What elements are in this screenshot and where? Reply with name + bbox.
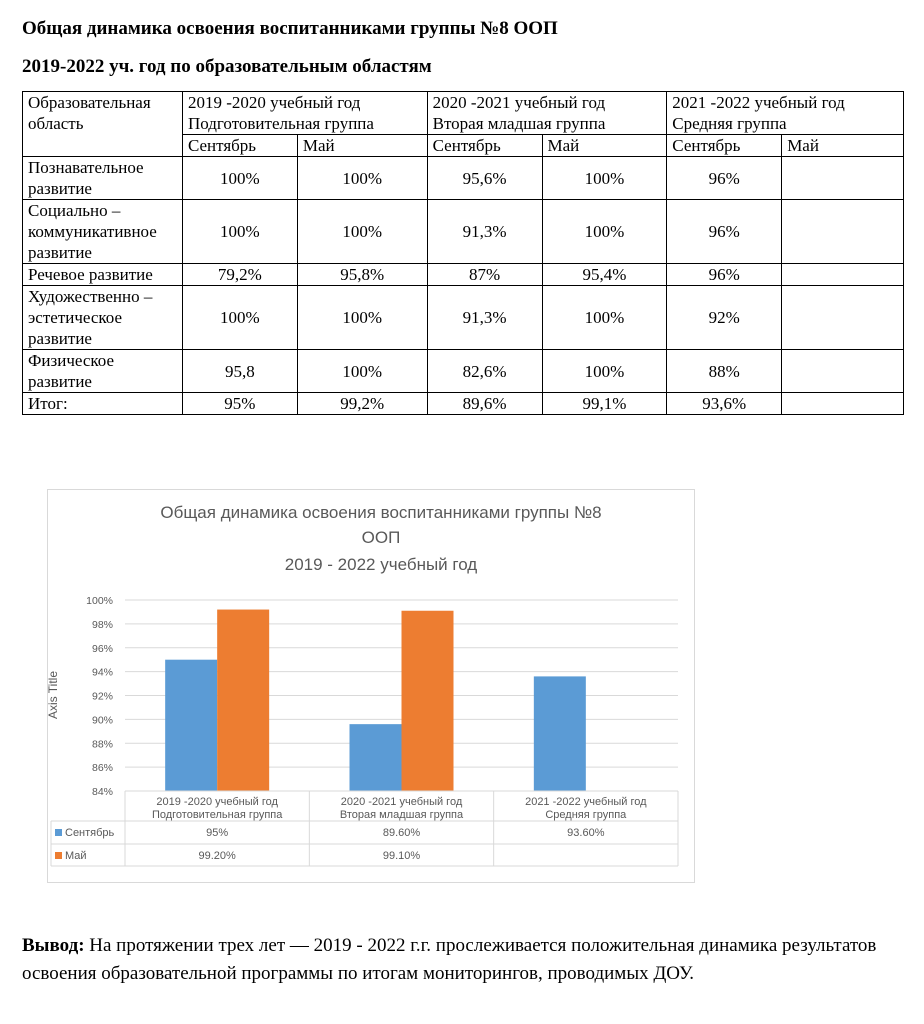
document-title: Общая динамика освоения воспитанниками группы №8 ООП — [22, 18, 558, 39]
sub-may-2: Май — [542, 135, 667, 157]
table-cell — [782, 393, 904, 415]
table-cell: 96% — [667, 157, 782, 200]
table-cell: 88% — [667, 350, 782, 393]
header-year-1: 2019 -2020 учебный год Подготовительная группа — [182, 92, 427, 135]
table-cell: 100% — [297, 157, 427, 200]
table-cell: 99,2% — [297, 393, 427, 415]
table-cell: 100% — [297, 350, 427, 393]
table-cell — [782, 264, 904, 286]
table-cell: 92% — [667, 286, 782, 350]
table-cell: 95,6% — [427, 157, 542, 200]
chart-title-line: ООП — [361, 528, 401, 547]
row-area-label: Художественно – эстетическое развитие — [23, 286, 183, 350]
legend-label: Май — [65, 850, 87, 862]
table-cell: 95,8 — [182, 350, 297, 393]
table-cell: 79,2% — [182, 264, 297, 286]
y-tick-label: 84% — [91, 786, 113, 798]
table-row — [23, 264, 904, 286]
table-cell: 99,1% — [542, 393, 667, 415]
table-cell: 100% — [542, 157, 667, 200]
table-cell: 100% — [297, 200, 427, 264]
table-cell: 91,3% — [427, 286, 542, 350]
bar-september — [350, 724, 402, 791]
sub-sep-2: Сентябрь — [427, 135, 542, 157]
data-label: 99.10% — [382, 850, 421, 862]
document-subtitle: 2019-2022 уч. год по образовательным областям — [22, 56, 432, 77]
y-tick-label: 86% — [91, 762, 113, 775]
row-area-label: Физическое развитие — [23, 350, 183, 393]
category-label-year: 2019 -2020 учебный год — [156, 796, 278, 808]
conclusion-label: Вывод: — [22, 935, 85, 956]
sub-sep-3: Сентябрь — [667, 135, 782, 157]
legend-key-may — [55, 852, 62, 859]
table-cell: 89,6% — [427, 393, 542, 415]
row-area-label: Речевое развитие — [23, 264, 183, 286]
data-label: 95% — [206, 827, 229, 839]
row-area-label: Познавательное развитие — [23, 157, 183, 200]
y-axis-title: Axis Title — [46, 670, 60, 720]
legend-label: Сентябрь — [65, 827, 115, 839]
y-tick-label: 98% — [91, 618, 113, 631]
data-label: 93.60% — [567, 827, 605, 839]
y-tick-label: 96% — [91, 642, 113, 655]
table-cell: 93,6% — [667, 393, 782, 415]
table-header-row — [23, 92, 904, 135]
row-area-label: Итог: — [23, 393, 183, 415]
y-tick-label: 92% — [91, 690, 113, 703]
header-year-3: 2021 -2022 учебный год Средняя группа — [667, 92, 904, 135]
table-cell: 87% — [427, 264, 542, 286]
table-cell: 91,3% — [427, 200, 542, 264]
table-cell: 96% — [667, 264, 782, 286]
table-cell: 95,8% — [297, 264, 427, 286]
results-chart — [47, 489, 695, 883]
y-tick-label: 88% — [91, 738, 113, 751]
chart-title-line: Общая динамика освоения воспитанниками группы №8 — [160, 503, 602, 522]
sub-may-1: Май — [297, 135, 427, 157]
data-label: 89.60% — [382, 827, 421, 839]
table-cell: 100% — [182, 157, 297, 200]
table-cell — [782, 157, 904, 200]
table-cell — [782, 286, 904, 350]
category-label-group: Вторая младшая группа — [339, 809, 464, 821]
table-row — [23, 200, 904, 264]
table-cell: 82,6% — [427, 350, 542, 393]
table-cell: 100% — [182, 286, 297, 350]
table-cell — [782, 350, 904, 393]
table-cell: 100% — [297, 286, 427, 350]
bar-september — [534, 676, 586, 791]
category-label-year: 2021 -2022 учебный год — [525, 796, 647, 808]
y-tick-label: 94% — [91, 666, 113, 679]
results-table — [22, 91, 904, 415]
sub-may-3: Май — [782, 135, 904, 157]
y-tick-label: 100% — [86, 595, 113, 607]
conclusion-paragraph — [22, 932, 902, 988]
header-area: Образовательная область — [23, 92, 183, 157]
table-cell: 100% — [542, 200, 667, 264]
table-cell: 100% — [542, 286, 667, 350]
header-year-2: 2020 -2021 учебный год Вторая младшая группа — [427, 92, 667, 135]
table-row — [23, 350, 904, 393]
table-row — [23, 157, 904, 200]
data-label: 99.20% — [198, 850, 236, 862]
row-area-label: Социально – коммуникативное развитие — [23, 200, 183, 264]
table-row — [23, 286, 904, 350]
table-cell: 100% — [182, 200, 297, 264]
table-cell: 96% — [667, 200, 782, 264]
chart-title-line: 2019 - 2022 учебный год — [284, 555, 478, 574]
bar-september — [165, 660, 217, 791]
bar-may — [217, 610, 269, 791]
category-label-group: Средняя группа — [545, 809, 627, 821]
table-cell: 95% — [182, 393, 297, 415]
category-label-year: 2020 -2021 учебный год — [340, 796, 463, 808]
chart-canvas — [48, 490, 694, 882]
conclusion-text: На протяжении трех лет — 2019 - 2022 г.г. прослеживается положительная динамика результатов освоения образовательной программы по итогам мониторингов, проводимых ДОУ. — [22, 935, 877, 984]
bar-may — [402, 611, 454, 791]
category-label-group: Подготовительная группа — [151, 809, 283, 821]
table-cell — [782, 200, 904, 264]
table-cell: 95,4% — [542, 264, 667, 286]
legend-key-september — [55, 829, 62, 836]
y-tick-label: 90% — [91, 714, 113, 727]
table-cell: 100% — [542, 350, 667, 393]
sub-sep-1: Сентябрь — [182, 135, 297, 157]
table-row — [23, 393, 904, 415]
